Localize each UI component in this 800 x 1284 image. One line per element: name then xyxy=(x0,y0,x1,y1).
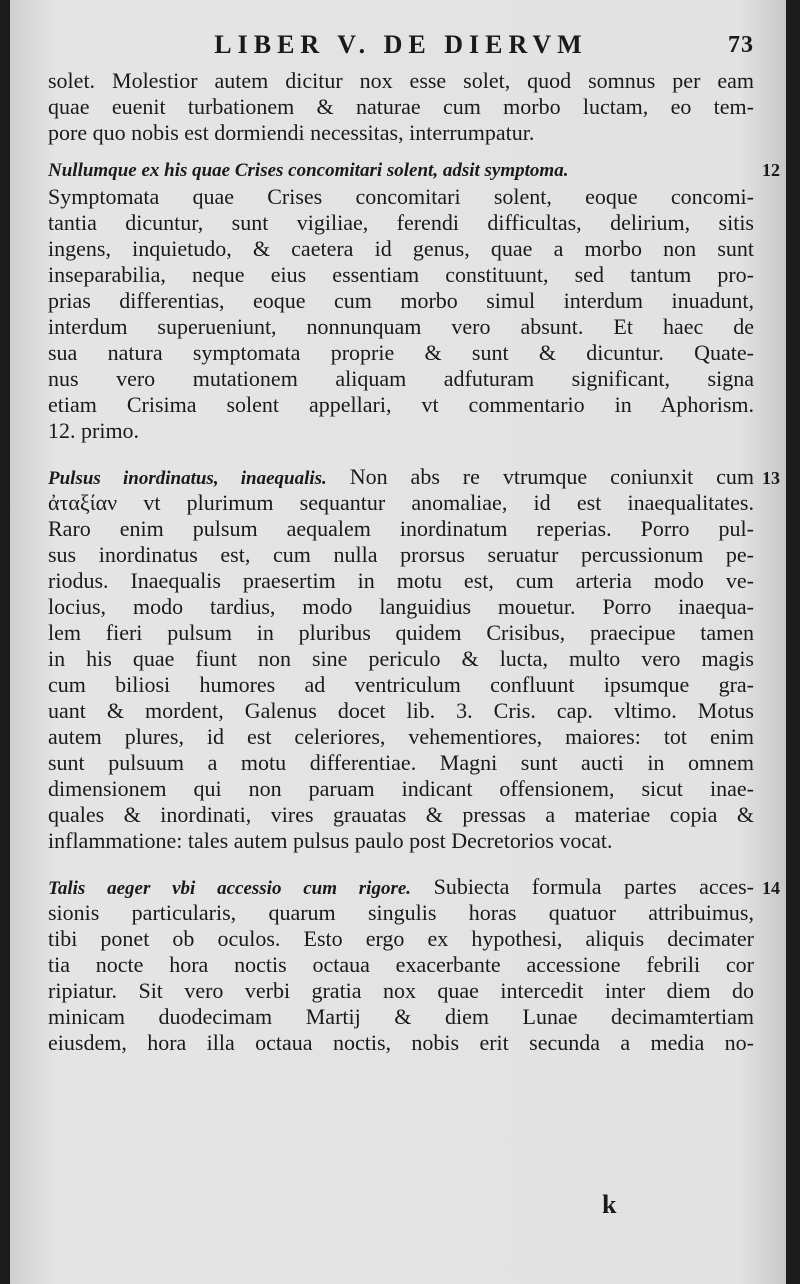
text-line: inflammatione: tales autem pulsus paulo post Decretorios vocat. xyxy=(48,828,613,853)
section-gap xyxy=(48,854,754,874)
text-line: uant & mordent, Galenus docet lib. 3. Cris. cap. vltimo. Motus xyxy=(48,698,754,723)
text-line: pore quo nobis est dormiendi necessitas, interrumpatur. xyxy=(48,120,535,145)
text-line: sunt pulsuum a motu differentiae. Magni sunt aucti in omnem xyxy=(48,750,754,775)
running-head-title: LIBER V. DE DIERVM xyxy=(214,30,588,59)
book-page xyxy=(10,0,786,1284)
text-line: ingens, inquietudo, & caetera id genus, quae a morbo non sunt xyxy=(48,236,754,261)
text-line: ripiatur. Sit vero verbi gratia nox quae intercedit inter diem do xyxy=(48,978,754,1003)
section-number: 12 xyxy=(762,160,780,180)
text-line: interdum superueniunt, nonnunquam vero absunt. Et haec de xyxy=(48,314,754,339)
text-line: dimensionem qui non paruam indicant offensionem, sicut inae- xyxy=(48,776,754,801)
text-line: cum biliosi humores ad ventriculum confluunt ipsumque gra- xyxy=(48,672,754,697)
text-run: Subiecta formula partes acces- xyxy=(433,874,754,899)
text-line: in his quae fiunt non sine periculo & lucta, multo vero magis xyxy=(48,646,754,671)
paragraph-continuation xyxy=(48,68,754,146)
text-line: Raro enim pulsum aequalem inordinatum reperias. Porro pul- xyxy=(48,516,754,541)
section-14 xyxy=(48,874,780,1056)
text-line: tantia dicuntur, sunt vigiliae, ferendi difficultas, delirium, sitis xyxy=(48,210,754,235)
text-line: quales & inordinati, vires grauatas & pressas a materiae copia & xyxy=(48,802,754,827)
page-number: 73 xyxy=(728,32,754,58)
section-heading: Pulsus inordinatus, inaequalis. xyxy=(48,468,327,489)
section-13 xyxy=(48,464,780,854)
text-line: eiusdem, hora illa octaua noctis, nobis erit secunda a media no- xyxy=(48,1030,754,1055)
text-line-with-heading xyxy=(48,874,754,900)
bleed-through xyxy=(48,146,754,158)
text-line: tibi ponet ob oculos. Esto ergo ex hypothesi, aliquis decimater xyxy=(48,926,754,951)
text-line: minicam duodecimam Martij & diem Lunae decimamtertiam xyxy=(48,1004,754,1029)
text-line: Symptomata quae Crises concomitari solent, eoque concomi- xyxy=(48,184,754,209)
text-line-with-heading xyxy=(48,464,754,490)
signature-mark: k xyxy=(602,1190,617,1219)
section-12 xyxy=(48,158,780,444)
text-line: prias differentias, eoque cum morbo simul interdum inuadunt, xyxy=(48,288,754,313)
section-number: 13 xyxy=(762,468,780,488)
text-line: lem fieri pulsum in pluribus quidem Crisibus, praecipue tamen xyxy=(48,620,754,645)
text-line: solet. Molestior autem dicitur nox esse solet, quod somnus per eam xyxy=(48,68,754,93)
text-line: sionis particularis, quarum singulis horas quatuor attribuimus, xyxy=(48,900,754,925)
section-heading: Nullumque ex his quae Crises concomitari solent, adsit symptoma. xyxy=(48,160,569,181)
text-line: nus vero mutationem aliquam adfuturam significant, signa xyxy=(48,366,754,391)
section-number: 14 xyxy=(762,878,780,898)
section-gap xyxy=(48,444,754,464)
text-line: locius, modo tardius, modo languidius mouetur. Porro inaequa- xyxy=(48,594,754,619)
text-line: tia nocte hora noctis octaua exacerbante accessione febrili cor xyxy=(48,952,754,977)
text-line: sua natura symptomata proprie & sunt & dicuntur. Quate- xyxy=(48,340,754,365)
running-head xyxy=(48,22,754,68)
text-line: 12. primo. xyxy=(48,418,140,443)
text-line: etiam Crisima solent appellari, vt commentario in Aphorism. xyxy=(48,392,754,417)
text-line: quae euenit turbationem & naturae cum morbo luctam, eo tem- xyxy=(48,94,754,119)
text-line: riodus. Inaequalis praesertim in motu est, cum arteria modo ve- xyxy=(48,568,754,593)
text-line: inseparabilia, neque eius essentiam constituunt, sed tantum pro- xyxy=(48,262,754,287)
text-line: ἀταξίαν vt plurimum sequantur anomaliae, id est inaequalitates. xyxy=(48,490,754,515)
text-line: autem plures, id est celeriores, vehementiores, maiores: tot enim xyxy=(48,724,754,749)
text-line: sus inordinatus est, cum nulla prorsus seruatur percussionum pe- xyxy=(48,542,754,567)
section-heading: Talis aeger vbi accessio cum rigore. xyxy=(48,878,412,899)
text-run: Non abs re vtrumque coniunxit cum xyxy=(349,464,754,489)
